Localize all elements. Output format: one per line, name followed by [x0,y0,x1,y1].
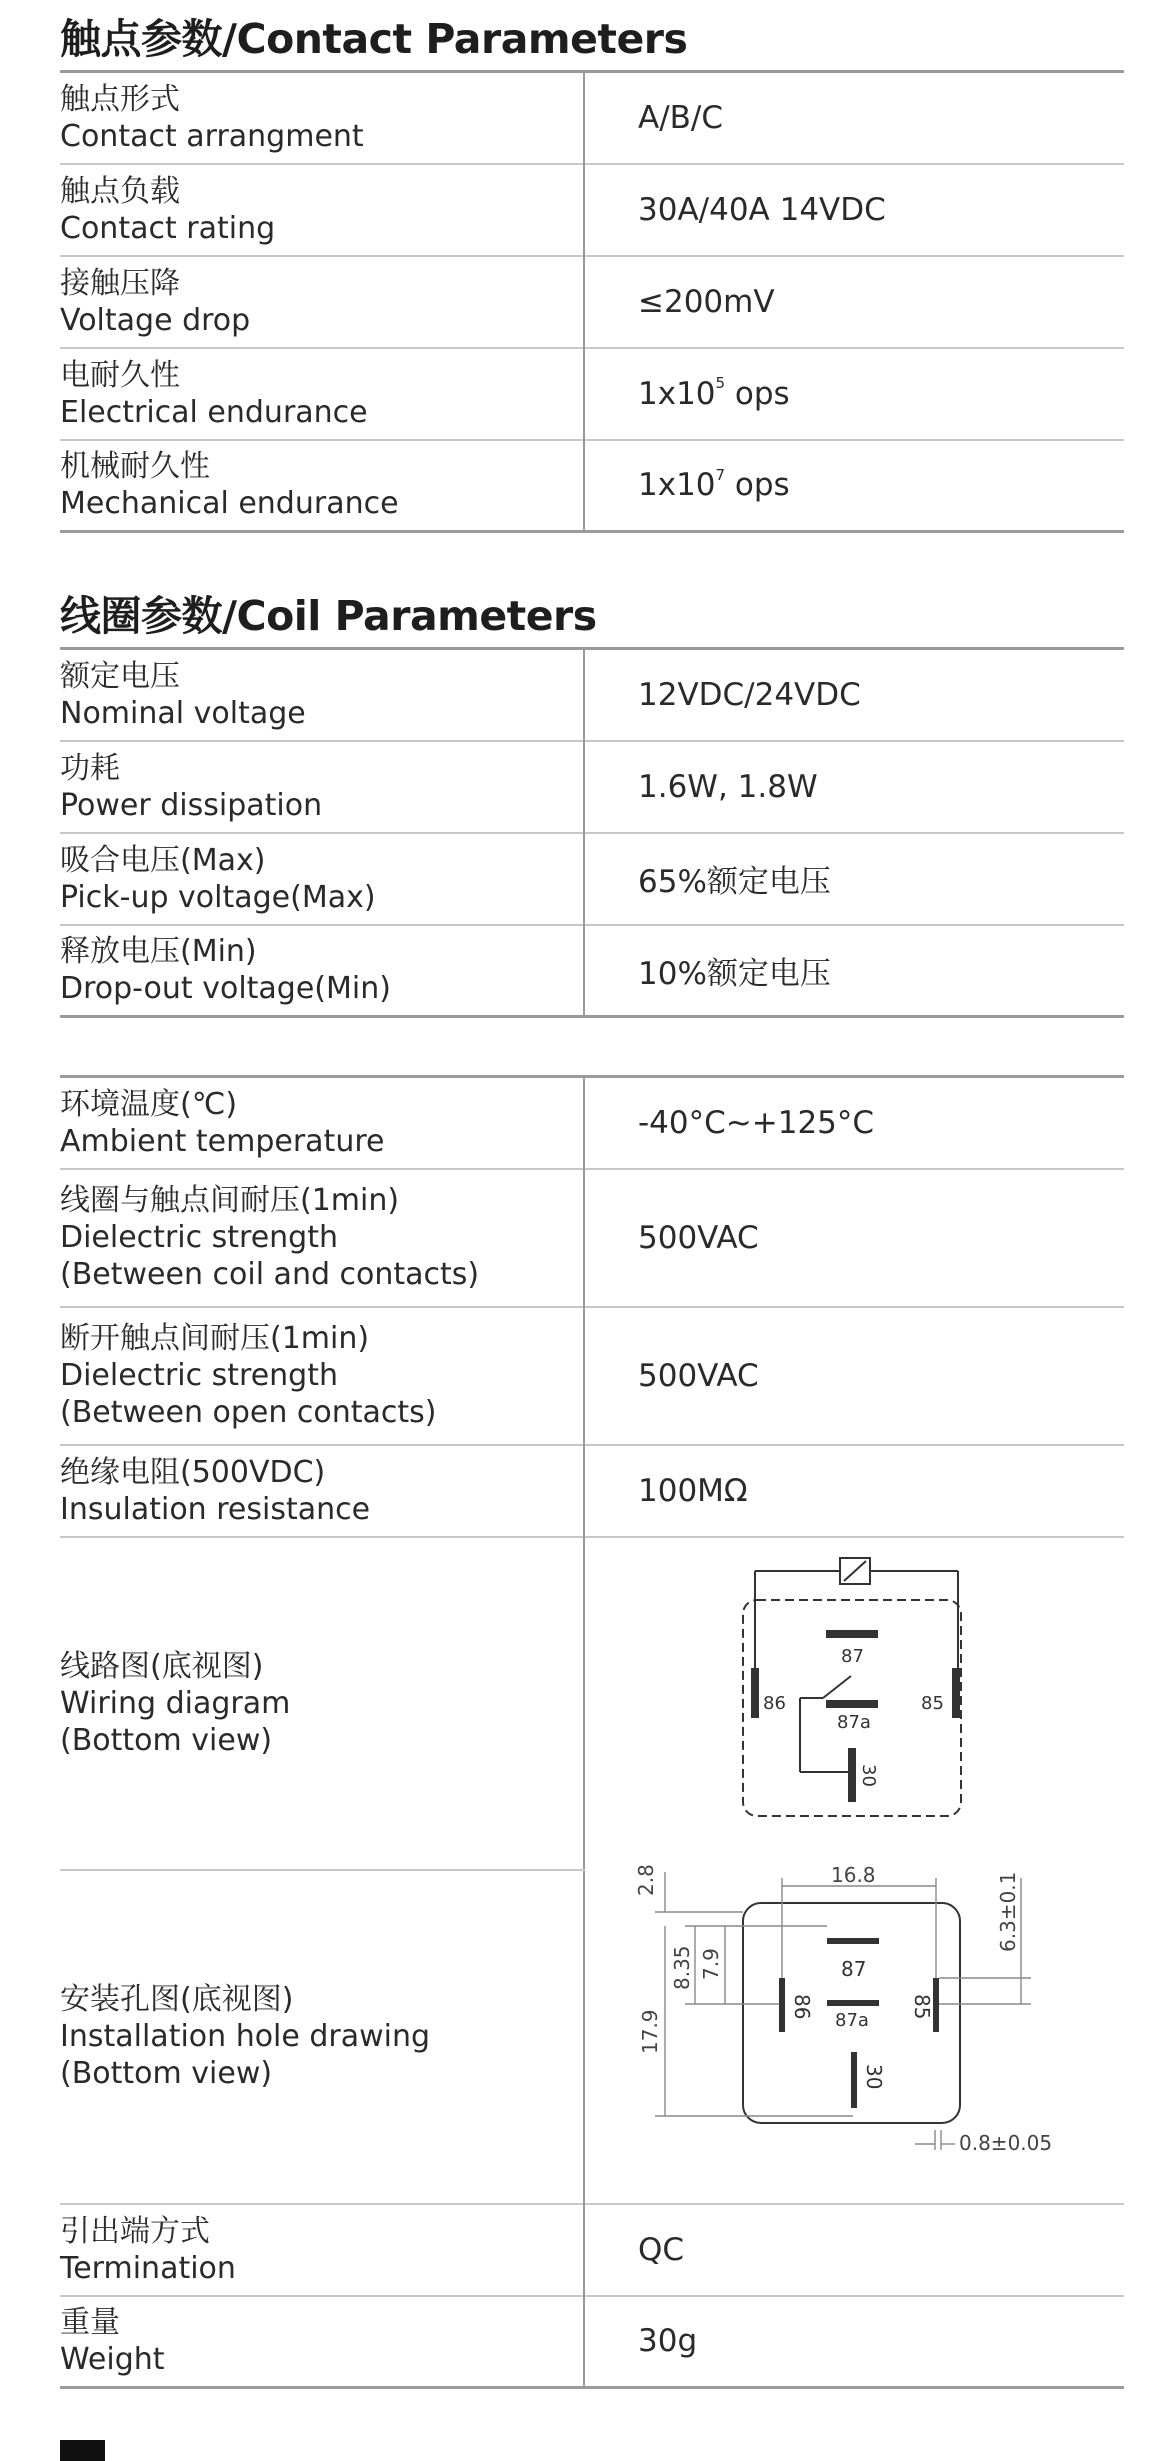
label-cn: 接触压降 [60,265,180,301]
label-en: Dielectric strength [60,1220,338,1255]
label-en-note: (Between coil and contacts) [60,1257,480,1292]
label-en: Voltage drop [60,302,251,338]
table-row [60,348,1124,440]
label-en: Weight [60,2342,165,2378]
value [584,348,1124,440]
label-cn: 线路图(底视图) [60,1648,264,1684]
pin-label-85: 85 [921,1692,944,1714]
value-unit: ops [725,375,790,412]
hole-label-87: 87 [841,1956,867,1981]
table-row [60,2204,1124,2296]
table-row [60,2296,1124,2388]
hole-86 [779,1978,785,2032]
value-exponent: 7 [715,465,726,484]
pin-label-86: 86 [763,1692,786,1714]
label-cn: 安装孔图(底视图) [60,1982,294,2018]
value: 12VDC/24VDC [638,676,861,713]
label-cn: 触点负载 [60,173,180,209]
contact-parameters-table [60,70,1124,533]
label-cn: 额定电压 [60,658,180,694]
value: 500VAC [584,1169,1124,1307]
value: 30A/40A 14VDC [584,164,1124,256]
wiring-diagram [743,1558,961,1816]
label-en: Wiring diagram [60,1685,291,1721]
label-cn: 断开触点间耐压(1min) [60,1321,370,1356]
label-en: Dielectric strength [60,1358,338,1393]
label-cn: 线圈与触点间耐压(1min) [60,1183,400,1218]
dim-top-gap: 2.8 [634,1863,658,1896]
label-en: Mechanical endurance [60,486,399,522]
hole-label-85: 85 [910,1993,934,2019]
page-corner-mark [60,2440,105,2461]
hole-30 [851,2052,857,2108]
pin-86-bar [752,1669,758,1717]
table-row [60,72,1124,164]
label-cn: 释放电压(Min) [60,934,257,970]
value: 500VAC [584,1307,1124,1445]
table-row [60,649,1124,741]
pin-85-bar [953,1669,959,1717]
label-en-note: (Bottom view) [60,1722,273,1758]
value-exponent: 5 [715,374,726,393]
hole-label-86: 86 [790,1993,814,2019]
contact-parameters-title: 触点参数/Contact Parameters [60,15,688,63]
label-en-note: (Between open contacts) [60,1395,437,1430]
pin-87a-bar [827,1701,877,1707]
label-en: Drop-out voltage(Min) [60,971,391,1007]
label-en: Contact rating [60,210,276,246]
value-base: 1x10 [638,467,716,504]
label-cn: 绝缘电阻(500VDC) [60,1454,326,1490]
dim-height: 17.9 [638,2008,662,2054]
value: 100MΩ [584,1445,1124,1537]
coil-parameters-table [60,647,1124,1018]
hole-label-87a: 87a [835,2009,869,2031]
value: ≤200mV [584,256,1124,348]
table-row [60,741,1124,833]
value: 1.6W, 1.8W [584,741,1124,833]
spec-sheet [60,0,1124,2389]
label-en: Insulation resistance [60,1491,371,1527]
table-row [60,164,1124,256]
value: 65%额定电压 [584,833,1124,925]
pin-label-87a: 87a [837,1711,871,1733]
label-en: Pick-up voltage(Max) [60,879,376,915]
other-parameters-table [60,1075,1124,2389]
dim-side: 6.3±0.1 [996,1871,1020,1952]
value: 10%额定电压 [584,925,1124,1017]
label-cn: 环境温度(℃) [60,1086,238,1122]
label-en: Electrical endurance [60,394,368,430]
table-row [60,256,1124,348]
label-cn: 触点形式 [60,81,180,117]
installation-drawing [634,1863,1052,2155]
label-cn: 吸合电压(Max) [60,842,266,878]
label-en: Nominal voltage [60,695,306,731]
table-row [60,1445,1124,1537]
pin-87-bar [827,1631,877,1637]
value [584,440,1124,532]
value-unit: ops [725,467,790,504]
table-row [60,833,1124,925]
table-row [60,1077,1124,1169]
value: QC [584,2204,1124,2296]
pin-30-bar [849,1749,855,1801]
pin-label-30: 30 [858,1763,879,1787]
hole-87a [827,2000,879,2006]
value: A/B/C [638,99,724,136]
label-cn: 机械耐久性 [60,449,210,485]
table-row [60,925,1124,1017]
wiring-diagram-row [60,1537,1124,1871]
dim-8-35: 8.35 [670,1944,694,1990]
table-row [60,1307,1124,1445]
value: 30g [584,2296,1124,2388]
diagrams-svg [585,1538,1124,2198]
table-row [60,1169,1124,1307]
value-base: 1x10 [638,375,716,412]
label-cn: 引出端方式 [60,2213,210,2249]
label-en-note: (Bottom view) [60,2056,273,2092]
coil-parameters-title: 线圈参数/Coil Parameters [60,592,597,640]
label-en: Installation hole drawing [60,2019,431,2055]
label-cn: 重量 [60,2305,120,2341]
label-cn: 电耐久性 [60,357,180,393]
dim-7-9: 7.9 [699,1947,723,1980]
label-en: Ambient temperature [60,1123,385,1159]
label-en: Power dissipation [60,787,323,823]
hole-87 [827,1938,879,1944]
pin-label-87: 87 [841,1645,864,1667]
label-en: Termination [60,2250,236,2286]
table-row [60,440,1124,532]
diagram-cell [584,1537,1124,2204]
value: -40°C~+125°C [638,1104,875,1141]
dim-pin: 0.8±0.05 [959,2130,1053,2155]
label-cn: 功耗 [60,750,120,786]
dim-width: 16.8 [831,1862,876,1887]
label-en: Contact arrangment [60,118,364,154]
hole-label-30: 30 [862,2063,886,2089]
